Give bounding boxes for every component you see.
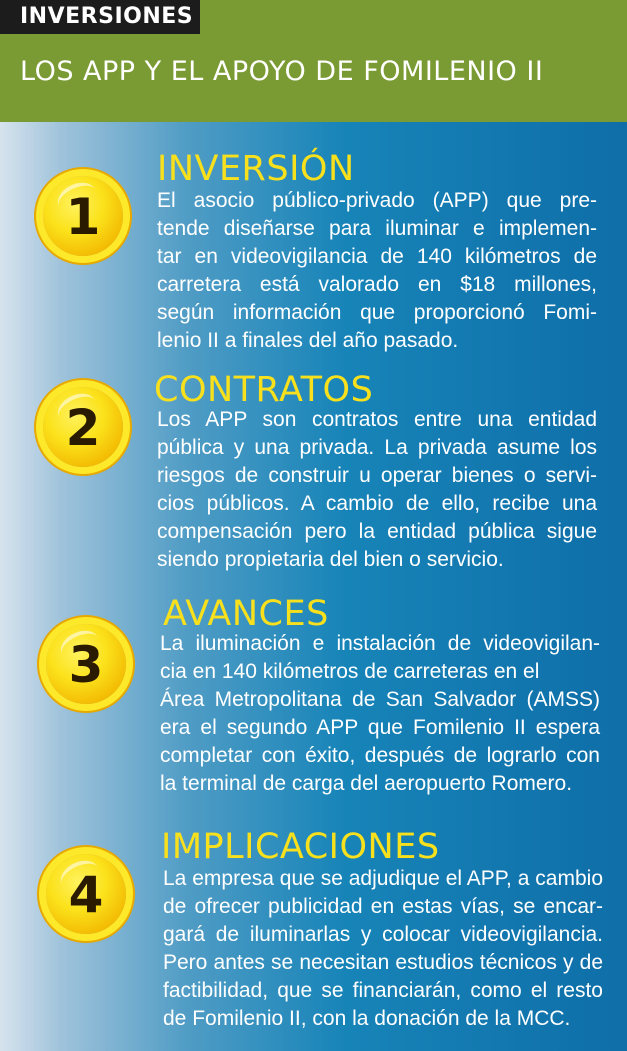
text-line: La iluminación e instalación de videovigilan- — [160, 632, 600, 655]
text-line: factibilidad, que se financiarán, como el resto — [163, 979, 603, 1002]
badge-number: 4 — [68, 866, 104, 924]
text-line: compensación pero la entidad pública sigue — [157, 520, 597, 543]
text-line: tende diseñarse para iluminar e implemen- — [157, 217, 597, 240]
item-text — [157, 406, 597, 574]
text-line: carretera está valorado en $18 millones, — [157, 273, 597, 296]
text-line: lenio II a finales del año pasado. — [157, 329, 459, 352]
text-line: gará de iluminarlas y colocar videovigilancia. — [163, 923, 603, 946]
text-line: Área Metropolitana de San Salvador (AMSS) — [160, 688, 600, 711]
text-line: El asocio público-privado (APP) que pre- — [157, 189, 597, 212]
text-line: la terminal de carga del aeropuerto Romero. — [160, 772, 573, 795]
item-text — [160, 630, 600, 798]
item-title: CONTRATOS — [154, 370, 374, 410]
item-title: INVERSIÓN — [157, 149, 355, 189]
text-line: tar en videovigilancia de 140 kilómetros de — [157, 245, 597, 268]
text-line: según información que proporcionó Fomi- — [157, 301, 597, 324]
text-line: siendo propietaria del bien o servicio. — [157, 548, 504, 571]
text-line: Pero antes se necesitan estudios técnicos y de — [163, 951, 603, 974]
text-line: La empresa que se adjudique el APP, a cambio — [163, 867, 603, 890]
badge-number: 3 — [68, 636, 104, 694]
page-title: LOS APP Y EL APOYO DE FOMILENIO II — [20, 56, 544, 87]
badge-number: 1 — [65, 188, 101, 246]
text-line: Los APP son contratos entre una entidad — [157, 408, 597, 431]
item-text — [163, 865, 603, 1033]
text-line: de ofrecer publicidad en estas vías, se encar- — [163, 895, 603, 918]
item-title: IMPLICACIONES — [161, 827, 440, 867]
number-badge — [43, 176, 123, 256]
number-badge — [46, 624, 126, 704]
item-text — [157, 187, 597, 355]
text-line: era el segundo APP que Fomilenio II espera — [160, 716, 600, 739]
item-title: AVANCES — [163, 594, 329, 634]
text-line: completar con éxito, después de lograrlo con — [160, 744, 600, 767]
header-banner — [0, 0, 627, 122]
number-badge — [43, 387, 123, 467]
text-line: cia en 140 kilómetros de carreteras en el — [160, 660, 540, 683]
text-line: riesgos de construir u operar bienes o servi- — [157, 464, 597, 487]
badge-number: 2 — [65, 399, 101, 457]
text-line: pública y una privada. La privada asume los — [157, 436, 597, 459]
text-line: de Fomilenio II, con la donación de la MCC. — [163, 1007, 571, 1030]
number-badge — [46, 854, 126, 934]
text-line: cios públicos. A cambio de ello, recibe una — [157, 492, 597, 515]
section-tag: INVERSIONES — [0, 0, 200, 34]
